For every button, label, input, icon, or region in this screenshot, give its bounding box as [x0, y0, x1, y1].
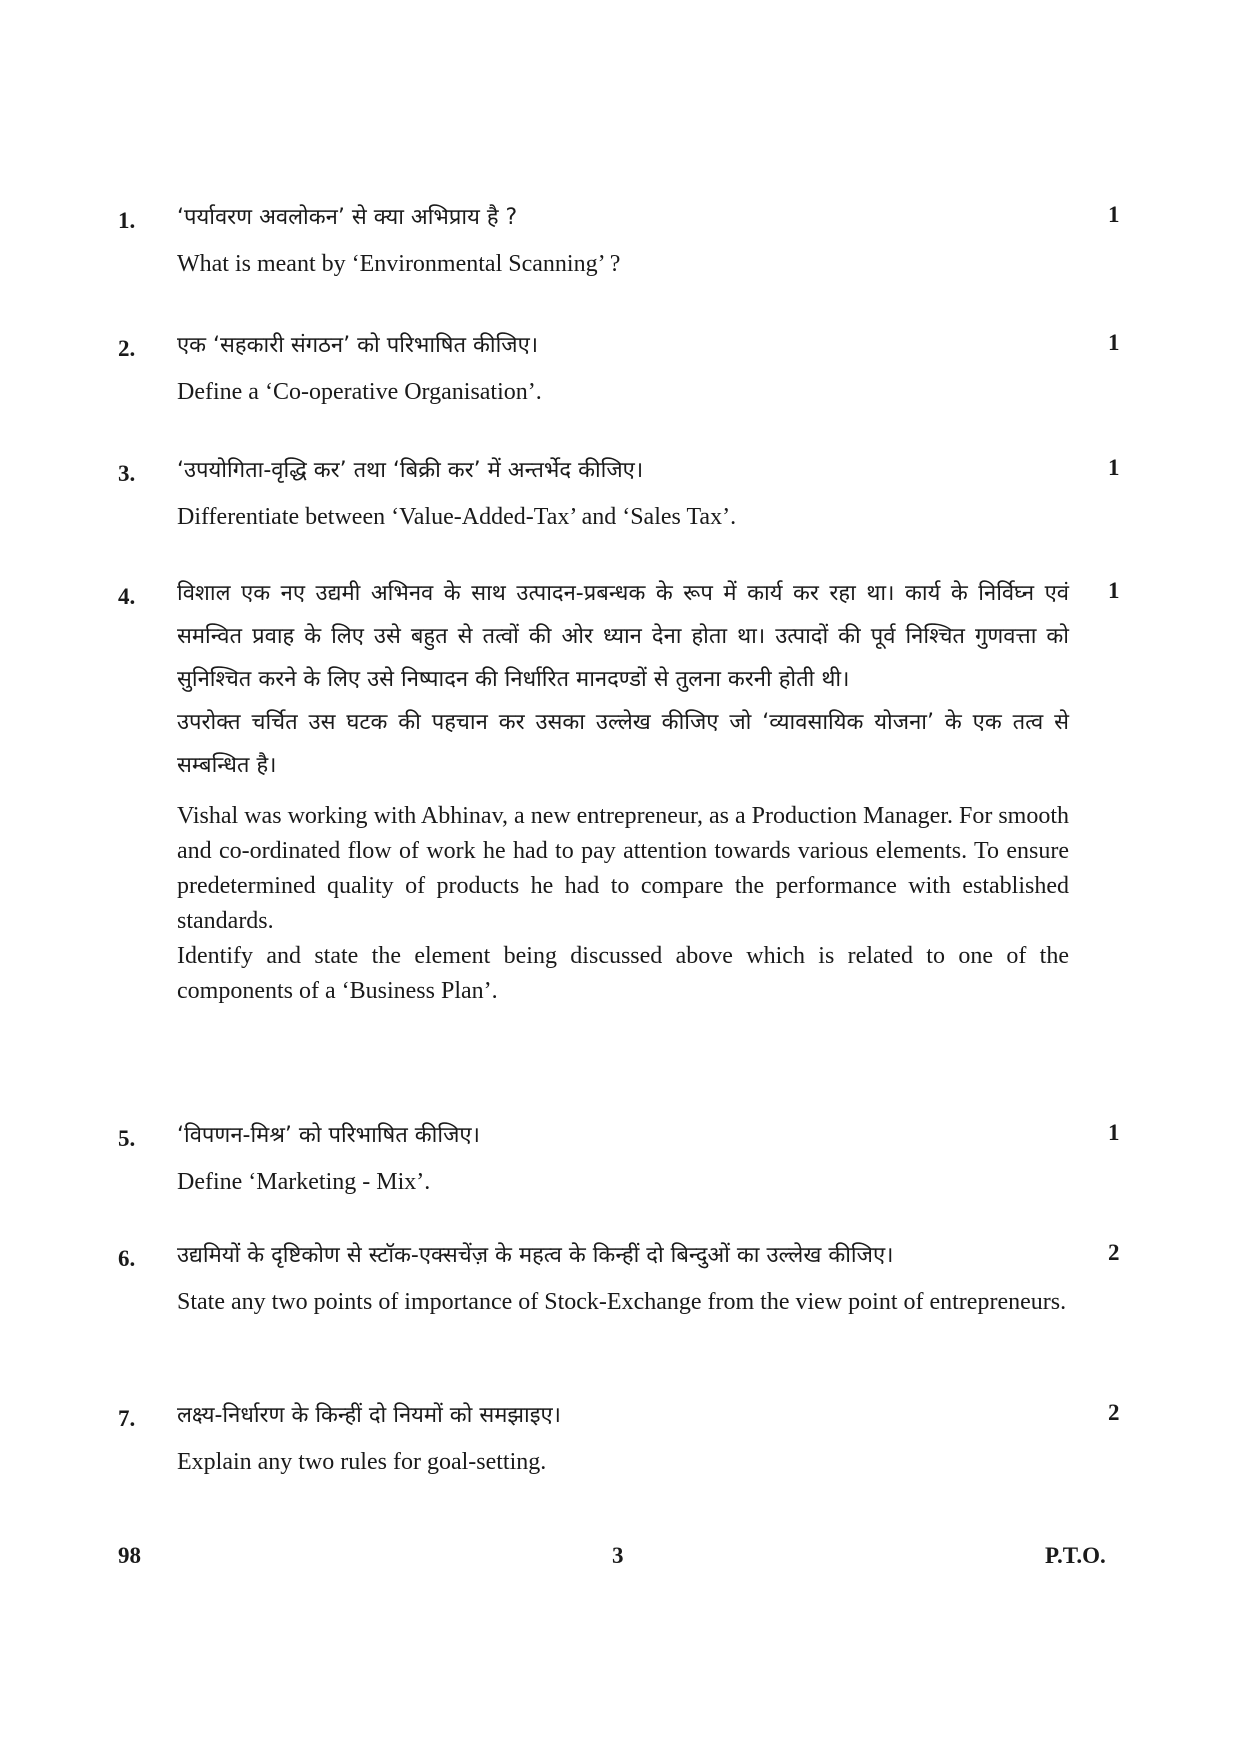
page-number: 3 [612, 1543, 624, 1568]
question-text-hindi: एक ‘सहकारी संगठन’ को परिभाषित कीजिए। [177, 333, 539, 358]
question-number: 5. [118, 1126, 136, 1151]
question-text-hindi: उपरोक्त चर्चित उस घटक की पहचान कर उसका उल्लेख कीजिए जो ‘व्यावसायिक योजना’ के एक तत्व से सम्बन्धित है। [177, 710, 1069, 778]
question-number: 2. [118, 336, 136, 361]
question-text-hindi: उद्यमियों के दृष्टिकोण से स्टॉक-एक्सचेंज़ के महत्व के किन्हीं दो बिन्दुओं का उल्लेख कीजिए। [177, 1243, 894, 1268]
question-marks: 1 [1108, 1120, 1120, 1145]
question-text-english: Vishal was working with Abhinav, a new entrepreneur, as a Production Manager. For smooth and co-ordinated flow of work he had to pay attention towards various elements. To ensure predetermined quality of products he had to compare the performance with established standards. [177, 803, 1069, 934]
question-text-english: Differentiate between ‘Value-Added-Tax’ and ‘Sales Tax’. [177, 504, 737, 530]
question-number: 4. [118, 584, 136, 609]
question-number: 3. [118, 461, 136, 486]
question-marks: 1 [1108, 455, 1120, 480]
question-marks: 1 [1108, 330, 1120, 355]
question-marks: 2 [1108, 1400, 1120, 1425]
question-text-hindi: ‘पर्यावरण अवलोकन’ से क्या अभिप्राय है ? [177, 205, 518, 230]
question-text-english: State any two points of importance of Stock-Exchange from the view point of entrepreneurs. [177, 1289, 1067, 1315]
please-turn-over: P.T.O. [1045, 1543, 1106, 1568]
question-text-english: Define a ‘Co-operative Organisation’. [177, 379, 542, 405]
question-marks: 1 [1108, 578, 1120, 603]
question-number: 7. [118, 1406, 136, 1431]
question-text-hindi: विशाल एक नए उद्यमी अभिनव के साथ उत्पादन-प्रबन्धक के रूप में कार्य कर रहा था। कार्य के निर्विघ्न एवं समन्वित प्रवाह के लिए उसे बहुत से तत्वों की ओर ध्यान देना होता था। उत्पादों की पूर्व निश्चित गुणवत्ता को सुनिश्चित करने के लिए उसे निष्पादन की निर्धारित मानदण्डों से तुलना करनी होती थी। [177, 581, 1069, 692]
question-text-hindi: ‘विपणन-मिश्र’ को परिभाषित कीजिए। [177, 1123, 480, 1148]
question-text-english: Define ‘Marketing - Mix’. [177, 1169, 431, 1195]
question-number: 1. [118, 208, 136, 233]
question-text-hindi: ‘उपयोगिता-वृद्धि कर’ तथा ‘बिक्री कर’ में अन्तर्भेद कीजिए। [177, 458, 644, 483]
question-text-english: Explain any two rules for goal-setting. [177, 1449, 547, 1475]
question-marks: 1 [1108, 202, 1120, 227]
question-text-hindi: लक्ष्य-निर्धारण के किन्हीं दो नियमों को समझाइए। [177, 1403, 562, 1428]
paper-code: 98 [118, 1543, 141, 1568]
question-number: 6. [118, 1246, 136, 1271]
question-text-english: Identify and state the element being discussed above which is related to one of the components of a ‘Business Plan’. [177, 943, 1069, 1004]
question-marks: 2 [1108, 1240, 1120, 1265]
question-text-english: What is meant by ‘Environmental Scanning’ ? [177, 251, 621, 277]
